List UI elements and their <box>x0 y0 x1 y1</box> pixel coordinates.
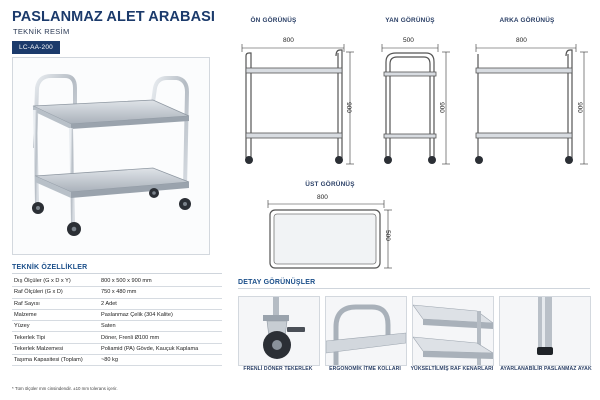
detail-foot-image <box>499 296 591 366</box>
top-width-dim: 800 <box>317 194 328 201</box>
detail-handle-image <box>325 296 407 366</box>
top-view-label: ÜST GÖRÜNÜŞ <box>305 181 355 188</box>
spec-value: 2 Adet <box>99 298 222 309</box>
spec-key: Taşıma Kapasitesi (Toplam) <box>12 355 99 366</box>
detail-caption: AYARLANABİLİR PASLANMAZ AYAK <box>500 366 592 372</box>
detail-caster-image <box>238 296 320 366</box>
specs-footnote: * Tüm ölçüler mm cinsindendir. ±10 mm tolerans içerir. <box>12 386 118 391</box>
product-photo <box>12 57 210 255</box>
spec-key: Raf Ölçüleri (G x D) <box>12 287 99 298</box>
spec-row <box>12 332 222 343</box>
spec-row <box>12 309 222 320</box>
spec-key: Raf Sayısı <box>12 298 99 309</box>
spec-row <box>12 321 222 332</box>
side-height-dim: 900 <box>437 102 445 113</box>
cart-illustration <box>13 58 209 254</box>
spec-key: Malzeme <box>12 309 99 320</box>
handle-icon <box>326 297 406 365</box>
detail-tray-edge-image <box>412 296 494 366</box>
detail-caption: FRENLİ DÖNER TEKERLEK <box>243 366 313 372</box>
front-view-drawing <box>232 28 362 176</box>
specs-title: TEKNİK ÖZELLİKLER <box>12 264 88 271</box>
spec-value: Poliamid (PA) Gövde, Kauçuk Kaplama <box>99 343 222 354</box>
adjustable-foot-icon <box>500 297 590 365</box>
page-subtitle: TEKNİK RESİM <box>13 27 70 36</box>
spec-value: 800 x 500 x 900 mm <box>99 276 222 287</box>
detail-caption: YÜKSELTİLMİŞ RAF KENARLARI <box>410 366 494 372</box>
front-height-dim: 900 <box>344 102 352 113</box>
spec-key: Tekerlek Malzemesi <box>12 343 99 354</box>
spec-key: Dış Ölçüler (G x D x Y) <box>12 276 99 287</box>
spec-row <box>12 287 222 298</box>
detail-caption: ERGONOMİK İTME KOLLARI <box>329 366 401 372</box>
side-view-drawing <box>372 28 462 176</box>
spec-value: Paslanmaz Çelik (304 Kalite) <box>99 309 222 320</box>
top-depth-dim: 500 <box>383 230 391 241</box>
spec-value: 750 x 480 mm <box>99 287 222 298</box>
specs-table <box>12 276 222 366</box>
top-view-drawing <box>262 196 402 272</box>
spec-value: Döner, Frenli Ø100 mm <box>99 332 222 343</box>
spec-value: ~80 kg <box>99 355 222 366</box>
page-title: PASLANMAZ ALET ARABASI <box>12 9 216 25</box>
details-title: DETAY GÖRÜNÜŞLER <box>238 279 316 286</box>
product-code-badge: LC-AA-200 <box>12 41 60 54</box>
details-divider <box>238 288 590 289</box>
spec-row <box>12 355 222 366</box>
caster-icon <box>239 297 319 365</box>
back-view-label: ARKA GÖRÜNÜŞ <box>499 17 555 24</box>
specs-divider <box>12 273 222 274</box>
spec-key: Tekerlek Tipi <box>12 332 99 343</box>
spec-value: Saten <box>99 321 222 332</box>
spec-row <box>12 298 222 309</box>
side-width-dim: 500 <box>403 37 414 44</box>
back-height-dim: 900 <box>575 102 583 113</box>
back-width-dim: 800 <box>516 37 527 44</box>
side-view-label: YAN GÖRÜNÜŞ <box>385 17 435 24</box>
spec-key: Yüzey <box>12 321 99 332</box>
front-width-dim: 800 <box>283 37 294 44</box>
front-view-label: ÖN GÖRÜNÜŞ <box>250 17 297 24</box>
spec-row <box>12 343 222 354</box>
tray-edge-icon <box>413 297 493 365</box>
spec-row <box>12 276 222 287</box>
